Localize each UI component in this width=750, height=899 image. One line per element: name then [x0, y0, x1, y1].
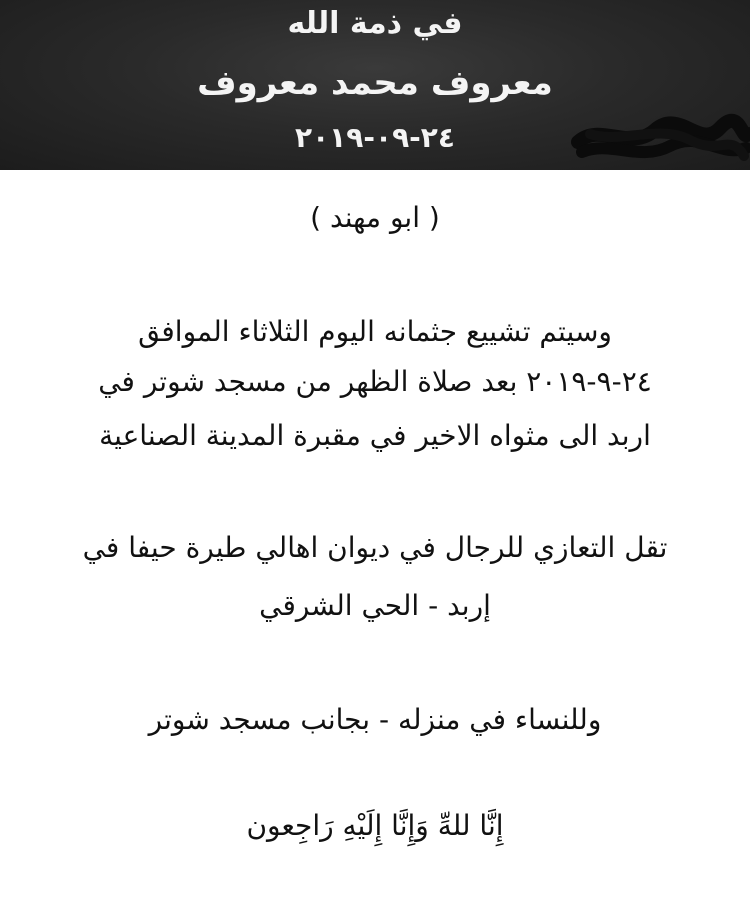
funeral-text-line-1: وسيتم تشييع جثمانه اليوم الثلاثاء الموافق: [138, 315, 612, 348]
condolence-men-line-1: تقل التعازي للرجال في ديوان اهالي طيرة حيفا في: [82, 531, 668, 564]
header-title: في ذمة الله: [287, 6, 463, 41]
quran-verse: إِنَّا للهِّ وَإِنَّا إِلَيْهِ رَاجِعون: [246, 809, 504, 842]
redaction-scribble: [570, 112, 750, 170]
header-date: ٢٤-٠٩-٢٠١٩: [295, 121, 455, 154]
condolence-men-line-2: إربد - الحي الشرقي: [259, 589, 491, 622]
header-banner: [0, 0, 750, 170]
funeral-text-line-2: ٢٤-٩-٢٠١٩ بعد صلاة الظهر من مسجد شوتر في: [98, 365, 652, 398]
condolence-women: وللنساء في منزله - بجانب مسجد شوتر: [148, 703, 602, 736]
nickname: ( ابو مهند ): [310, 201, 440, 234]
funeral-text-line-3: اربد الى مثواه الاخير في مقبرة المدينة الصناعية: [99, 419, 651, 452]
deceased-name: معروف محمد معروف: [197, 63, 553, 103]
